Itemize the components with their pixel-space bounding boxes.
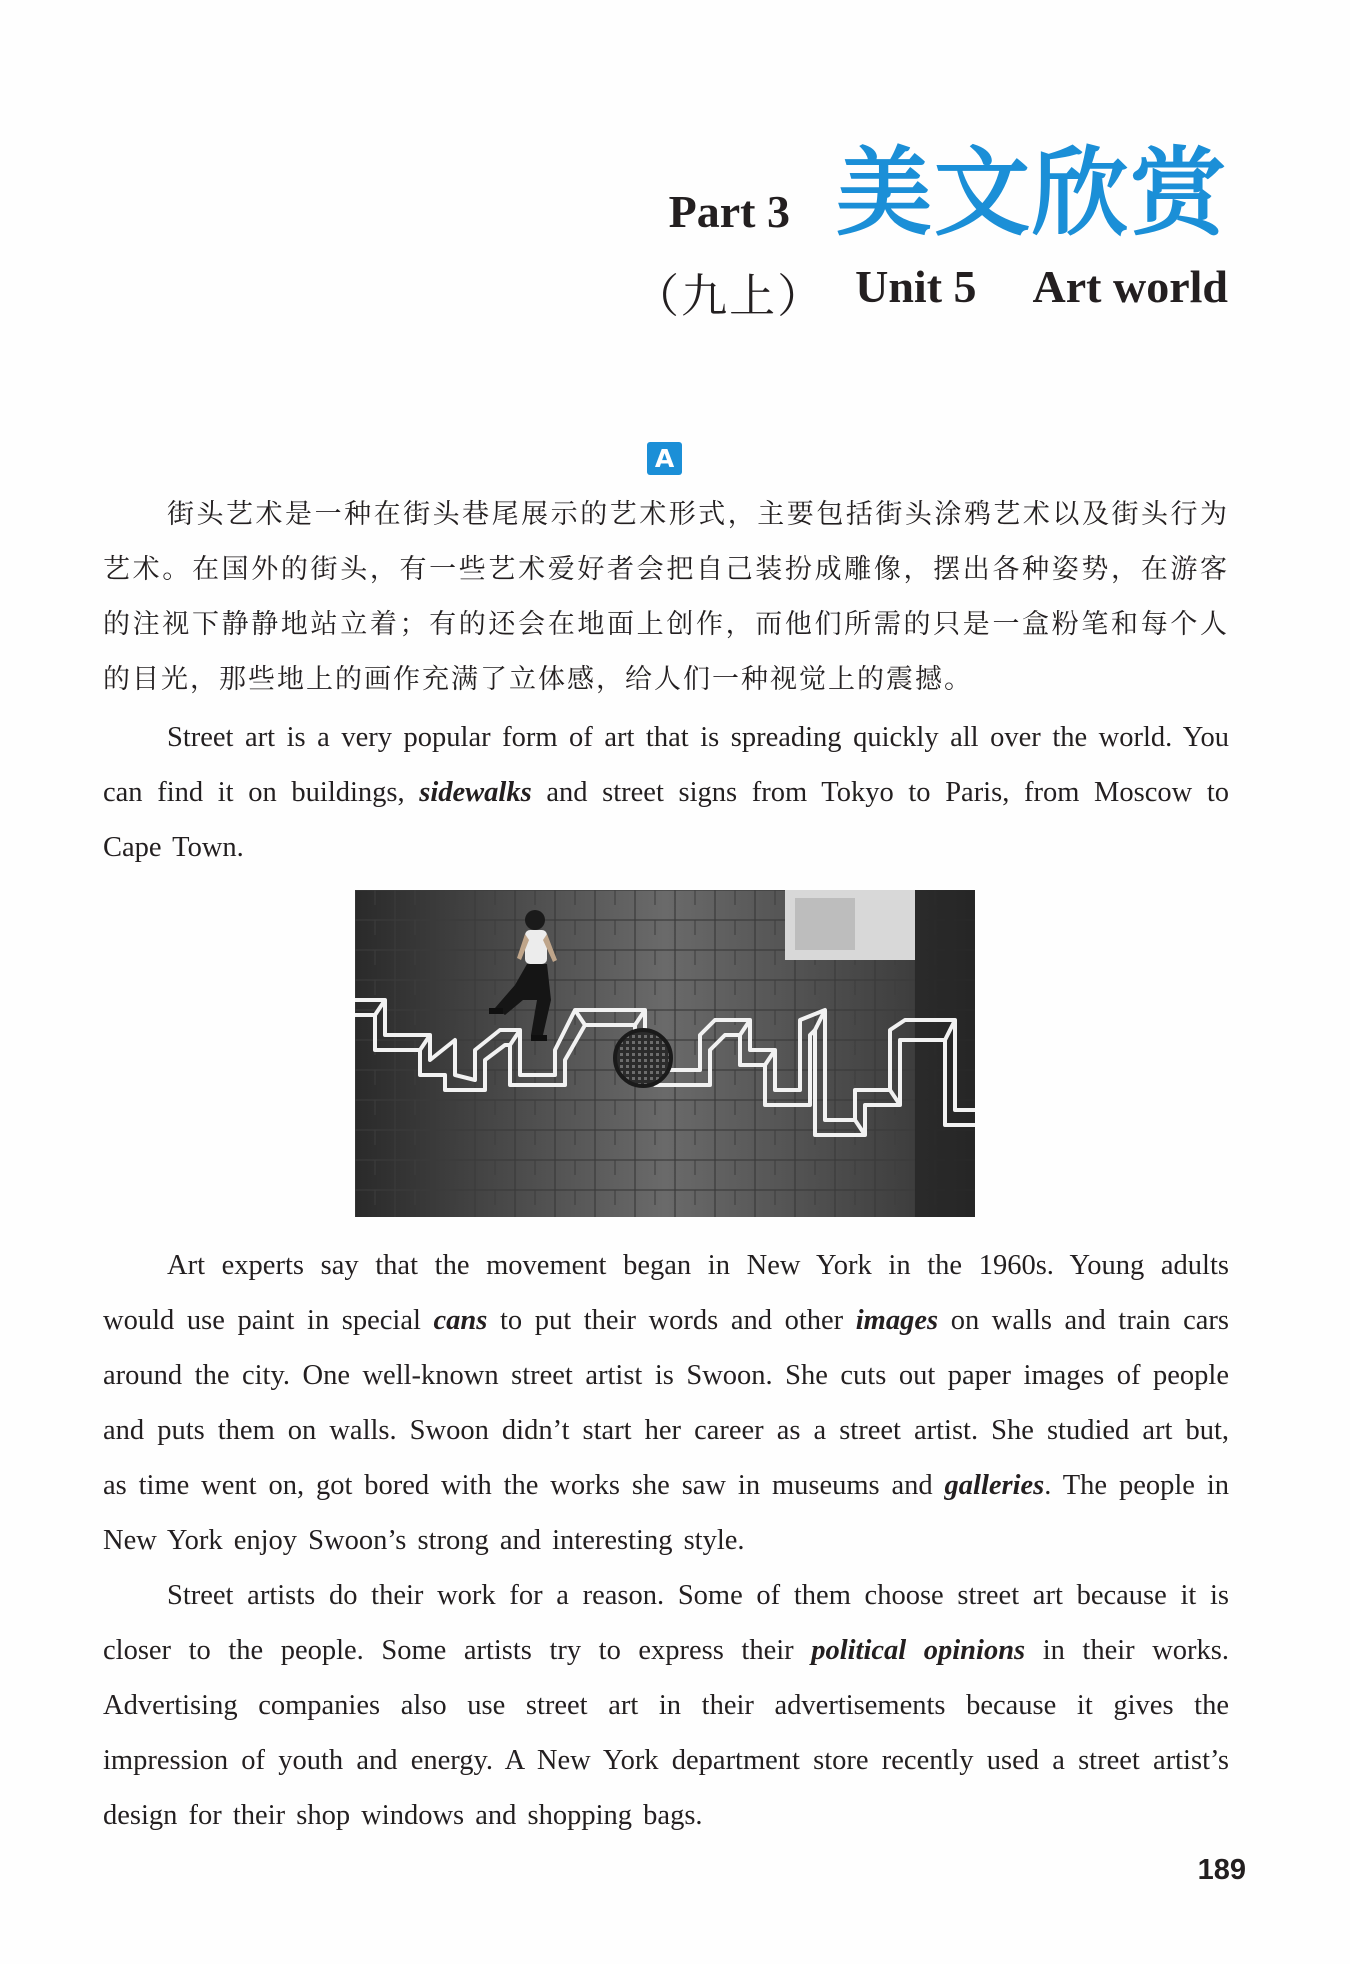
p2-text-2: to put their words and other [487,1305,856,1336]
paragraph-2 [103,1238,1229,1568]
p3-text-2: in their works. Advertising companies also use street art in their advertisements because it gives the impression of youth and energy. A New York department store recently used a street artist’s design for their shop windows and shopping bags. [103,1635,1230,1831]
section-title-cn: 美文欣赏 [836,137,1228,249]
p1-text-1: Street art is a very popular form of art that is spreading quickly all over the world. You can find it on buildings, [103,722,1229,808]
part-label: Part 3 [668,186,790,237]
page-number: 189 [1197,1854,1246,1886]
unit-label: Unit 5 [855,261,977,312]
p1-text-2: and street signs from Tokyo to Paris, from Moscow to Cape Town. [103,777,1229,863]
keyword-cans: cans [433,1305,488,1336]
grade-label: （九上） [633,271,826,322]
paragraph-1 [103,710,1229,875]
page-header [633,138,1228,326]
intro-paragraph-cn: 街头艺术是一种在街头巷尾展示的艺术形式，主要包括街头涂鸦艺术以及街头行为艺术。在国外的街头，有一些艺术爱好者会把自己装扮成雕像，摆出各种姿势，在游客的注视下静静地站立着；有的还会在地面上创作，而他们所需的只是一盒粉笔和每个人的目光，那些地上的画作充满了立体感，给人们一种视觉上的震撼。 [103,499,1229,695]
unit-topic: Art world [1032,261,1228,312]
section-badge: A [647,442,682,475]
paragraph-3 [103,1568,1229,1843]
p2-text-1: Art experts say that the movement began in New York in the 1960s. Young adults would use paint in special [103,1250,1229,1336]
keyword-political-opinions: political opinions [811,1635,1026,1666]
keyword-sidewalks: sidewalks [419,777,532,808]
keyword-images: images [855,1305,939,1336]
keyword-galleries: galleries [944,1470,1045,1501]
p3-text-1: Street artists do their work for a reason. Some of them choose street art because it is closer to the people. Some artists try to express their [103,1580,1229,1666]
street-art-illustration [355,890,975,1217]
p2-text-4: . The people in New York enjoy Swoon’s strong and interesting style. [103,1470,1229,1556]
p2-text-3: on walls and train cars around the city. One well-known street artist is Swoon. She cuts out paper images of people and puts them on walls. Swoon didn’t start her career as a street artist. She studied art but, as time went on, got bored with the works she saw in museums and [103,1305,1230,1501]
street-art-photo [355,890,975,1217]
